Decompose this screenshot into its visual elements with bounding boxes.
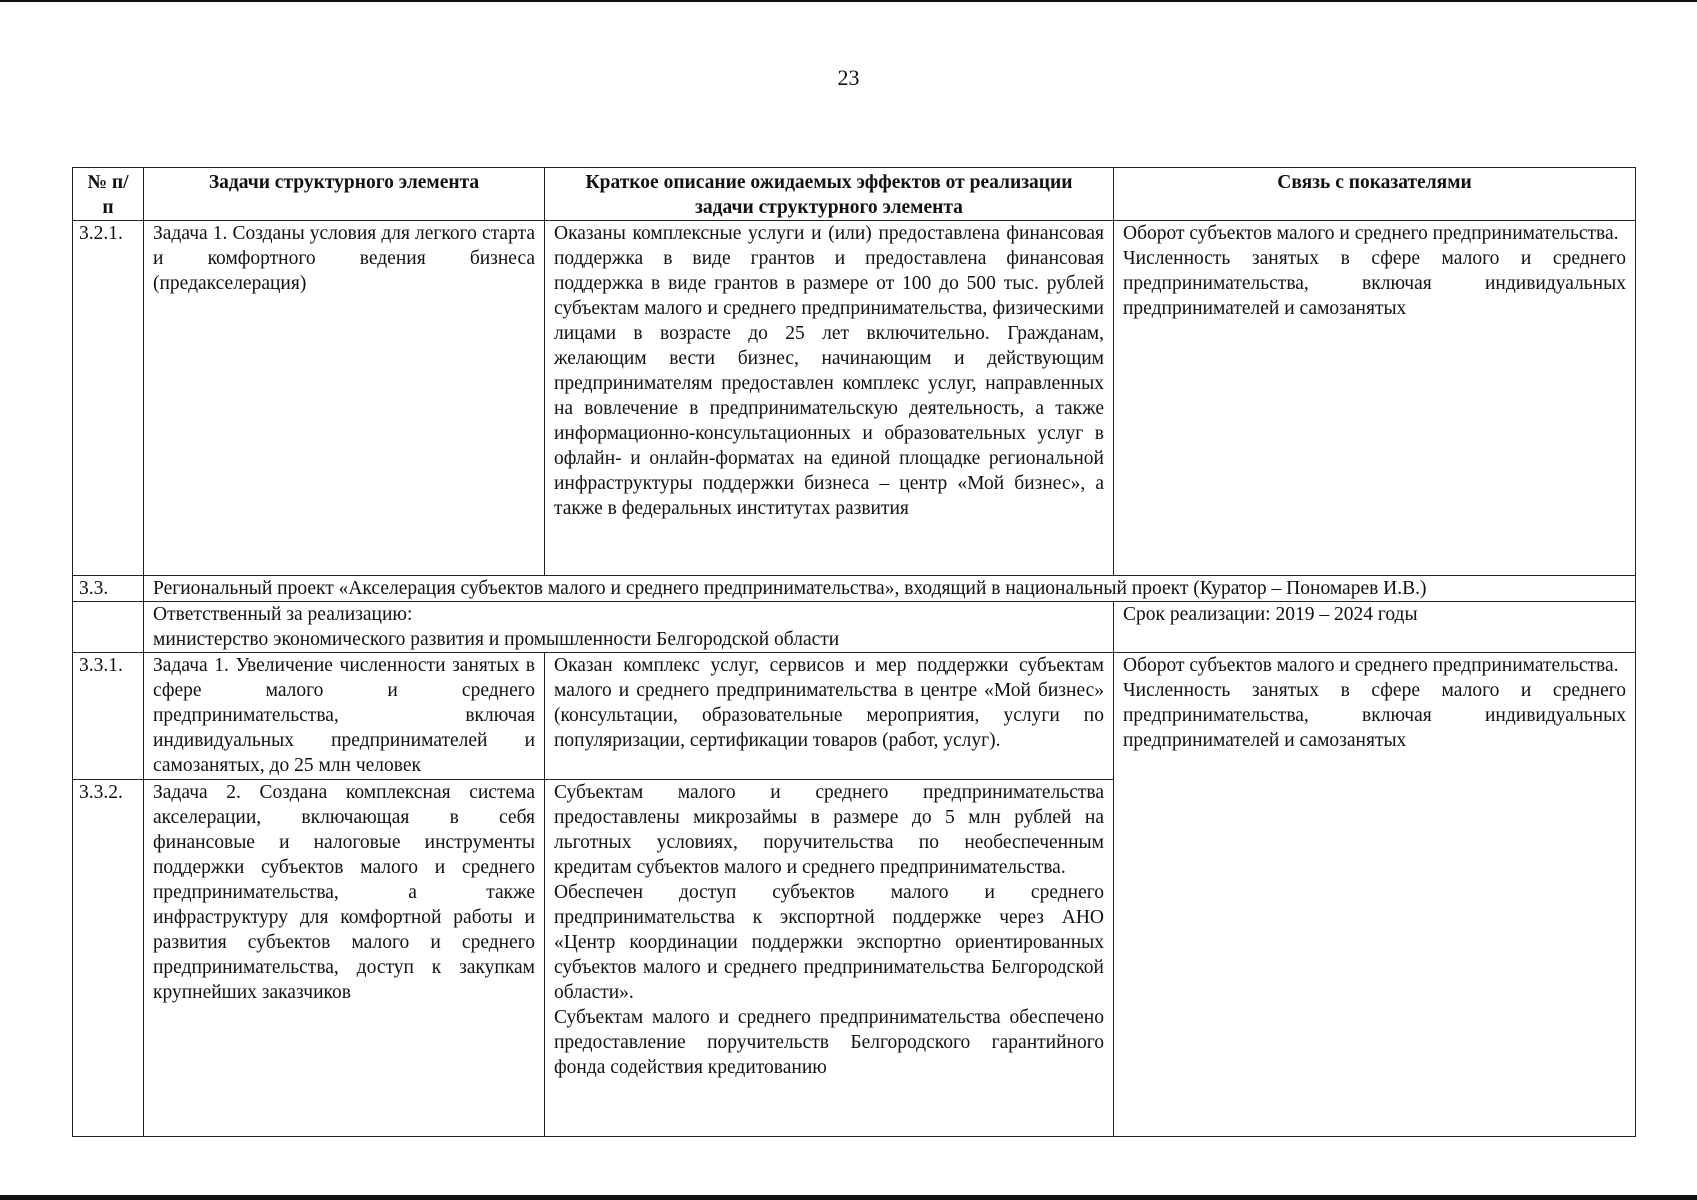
header-indicators: Связь с показателями (1114, 168, 1636, 221)
description-cell (545, 653, 1114, 780)
task-text: Задача 1. Созданы условия для легкого старта и комфортного ведения бизнеса (предакселерация) (153, 223, 535, 294)
indicator-employment: Численность занятых в сфере малого и среднего предпринимательства, включая индивидуальных предпринимателей и самозанятых (1123, 248, 1626, 319)
description-export-support: Обеспечен доступ субъектов малого и среднего предпринимательства к экспортной поддержке через АНО «Центр координации поддержки экспортно ориентированных субъектов малого и среднего предпринимательства Белгородской области». (554, 882, 1104, 1003)
program-table (72, 167, 1636, 1137)
description-guarantees: Субъектам малого и среднего предпринимательства обеспечено предоставление поручительств Белгородского гарантийного фонда содействия кредитованию (554, 1007, 1104, 1078)
header-description: Краткое описание ожидаемых эффектов от реализации задачи структурного элемента (545, 168, 1114, 221)
task-text: Задача 2. Создана комплексная система акселерации, включающая в себя финансовые и налоговые инструменты поддержки субъектов малого и среднего предпринимательства, а также инфраструктуру для комфортной работы и развития субъектов малого и среднего предпринимательства, доступ к закупкам крупнейших заказчиков (153, 782, 535, 1003)
section-number: 3.3. (73, 576, 144, 602)
indicators-cell (1114, 221, 1636, 576)
description-microloans: Субъектам малого и среднего предпринимательства предоставлены микрозаймы в размере до 5 млн рублей на льготных условиях, поручительства по необеспеченным кредитам субъектов малого и среднего предпринимательства. (554, 782, 1104, 878)
task-cell (144, 653, 545, 780)
description-text: Оказан комплекс услуг, сервисов и мер поддержки субъектам малого и среднего предпринимательства в центре «Мой бизнес» (консультации, образовательные мероприятия, услуги по популяризации, сертификации товаров (работ, услуг). (554, 655, 1104, 751)
responsible-row (73, 602, 1636, 653)
header-num: № п/п (73, 168, 144, 221)
section-title: Региональный проект «Акселерация субъектов малого и среднего предпринимательства», входящий в национальный проект (Куратор – Пономарев И.В.) (144, 576, 1636, 602)
indicator-employment: Численность занятых в сфере малого и среднего предпринимательства, включая индивидуальных предпринимателей и самозанятых (1123, 680, 1626, 751)
indicator-turnover: Оборот субъектов малого и среднего предпринимательства. (1123, 223, 1619, 244)
row-number: 3.3.2. (73, 780, 144, 1137)
description-cell (545, 221, 1114, 576)
header-tasks: Задачи структурного элемента (144, 168, 545, 221)
indicators-cell (1114, 653, 1636, 1137)
responsible-label: Ответственный за реализацию: (153, 604, 413, 625)
scan-edge-top (0, 0, 1697, 2)
responsible-ministry: министерство экономического развития и промышленности Белгородской области (153, 629, 840, 650)
task-cell (144, 221, 545, 576)
task-cell (144, 780, 545, 1137)
table-row-3-2-1 (73, 221, 1636, 576)
description-text: Оказаны комплексные услуги и (или) предоставлена финансовая поддержка в виде грантов и предоставлена финансовая поддержка в виде грантов в размере от 100 до 500 тыс. рублей субъектам малого и среднего предпринимательства, физическими лицами в возрасте до 25 лет включительно. Гражданам, желающим вести бизнес, начинающим и действующим предпринимателям предоставлен комплекс услуг, направленных на вовлечение в предпринимательскую деятельность, а также информационно-консультационных и образовательных услуг в офлайн- и онлайн-форматах на единой площадке региональной инфраструктуры поддержки бизнеса – центр «Мой бизнес», а также в федеральных институтах развития (554, 223, 1104, 519)
row-number: 3.2.1. (73, 221, 144, 576)
table-row-3-3-1 (73, 653, 1636, 780)
section-row-3-3 (73, 576, 1636, 602)
description-cell (545, 780, 1114, 1137)
responsible-cell (144, 602, 1114, 653)
scan-edge-bottom (0, 1195, 1697, 1200)
page-number: 23 (837, 65, 860, 90)
header-row (73, 168, 1636, 221)
row-number: 3.3.1. (73, 653, 144, 780)
empty-cell (73, 602, 144, 653)
indicator-turnover: Оборот субъектов малого и среднего предпринимательства. (1123, 655, 1619, 676)
task-text: Задача 1. Увеличение численности занятых в сфере малого и среднего предпринимательства, включая индивидуальных предпринимателей и самозанятых, до 25 млн человек (153, 655, 535, 776)
term-cell: Срок реализации: 2019 – 2024 годы (1114, 602, 1636, 653)
